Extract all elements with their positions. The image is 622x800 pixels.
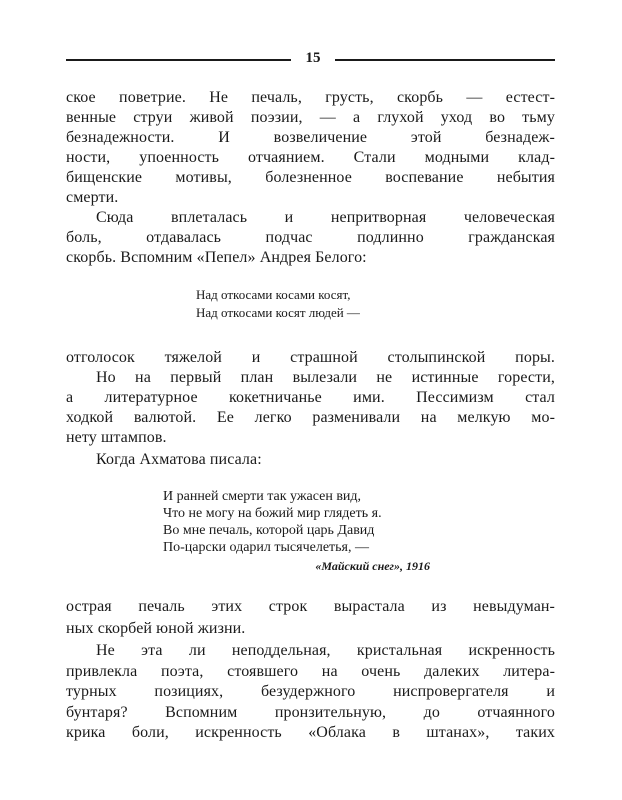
verse-line: Над откосами косят людей — [196,305,360,320]
verse-line: Над откосами косами косят, [196,287,351,302]
header-rule-right [335,59,555,61]
text-line: боль, отдавалась подчас подлинно гражданская [66,229,555,246]
text-line: Но на первый план вылезали не истинные горести, [96,369,555,386]
text-line: Не эта ли неподдельная, кристальная искренность [96,642,555,659]
text-line: нету штампов. [66,429,167,446]
text-line: Сюда вплеталась и непритворная человеческая [96,209,555,226]
text-line: острая печаль этих строк вырастала из невыдуман- [66,598,555,615]
text-line: смерти. [66,189,119,206]
text-line: привлекла поэта, стоявшего на очень далеких литера- [66,663,555,680]
text-line: а литературное кокетничанье ими. Пессимизм стал [66,389,555,406]
text-line: ходкой валютой. Ее легко разменивали на мелкую мо- [66,409,555,426]
text-line: бищенские мотивы, болезненное воспевание небытия [66,169,555,186]
text-line: турных позициях, безудержного ниспровергателя и [66,683,555,700]
text-line: ных скорбей юной жизни. [66,620,246,637]
text-line: бунтаря? Вспомним пронзительную, до отчаянного [66,704,555,721]
text-line: крика боли, искренность «Облака в штанах», таких [66,724,555,741]
text-line: отголосок тяжелой и страшной столыпинской поры. [66,349,555,366]
page-number: 15 [305,50,321,66]
text-line: безнадежности. И возвеличение этой безнадеж- [66,129,555,146]
verse-line: И ранней смерти так ужасен вид, [163,489,362,504]
text-line: скорбь. Вспомним «Пепел» Андрея Белого: [66,249,367,266]
text-line: ности, упоенность отчаянием. Стали модными клад- [66,149,555,166]
poem-attribution: «Майский снег», 1916 [315,559,430,573]
verse-line: Во мне печаль, которой царь Давид [163,523,375,538]
verse-line: По-царски одарил тысячелетья, — [163,540,369,555]
header-rule-left [66,59,291,61]
text-line: венные струи живой поэзии, — а глухой уход во тьму [66,109,555,126]
text-line: Когда Ахматова писала: [96,451,262,468]
verse-line: Что не могу на божий мир глядеть я. [163,506,382,521]
text-line: ское поветрие. Не печаль, грусть, скорбь — естест- [66,89,555,106]
